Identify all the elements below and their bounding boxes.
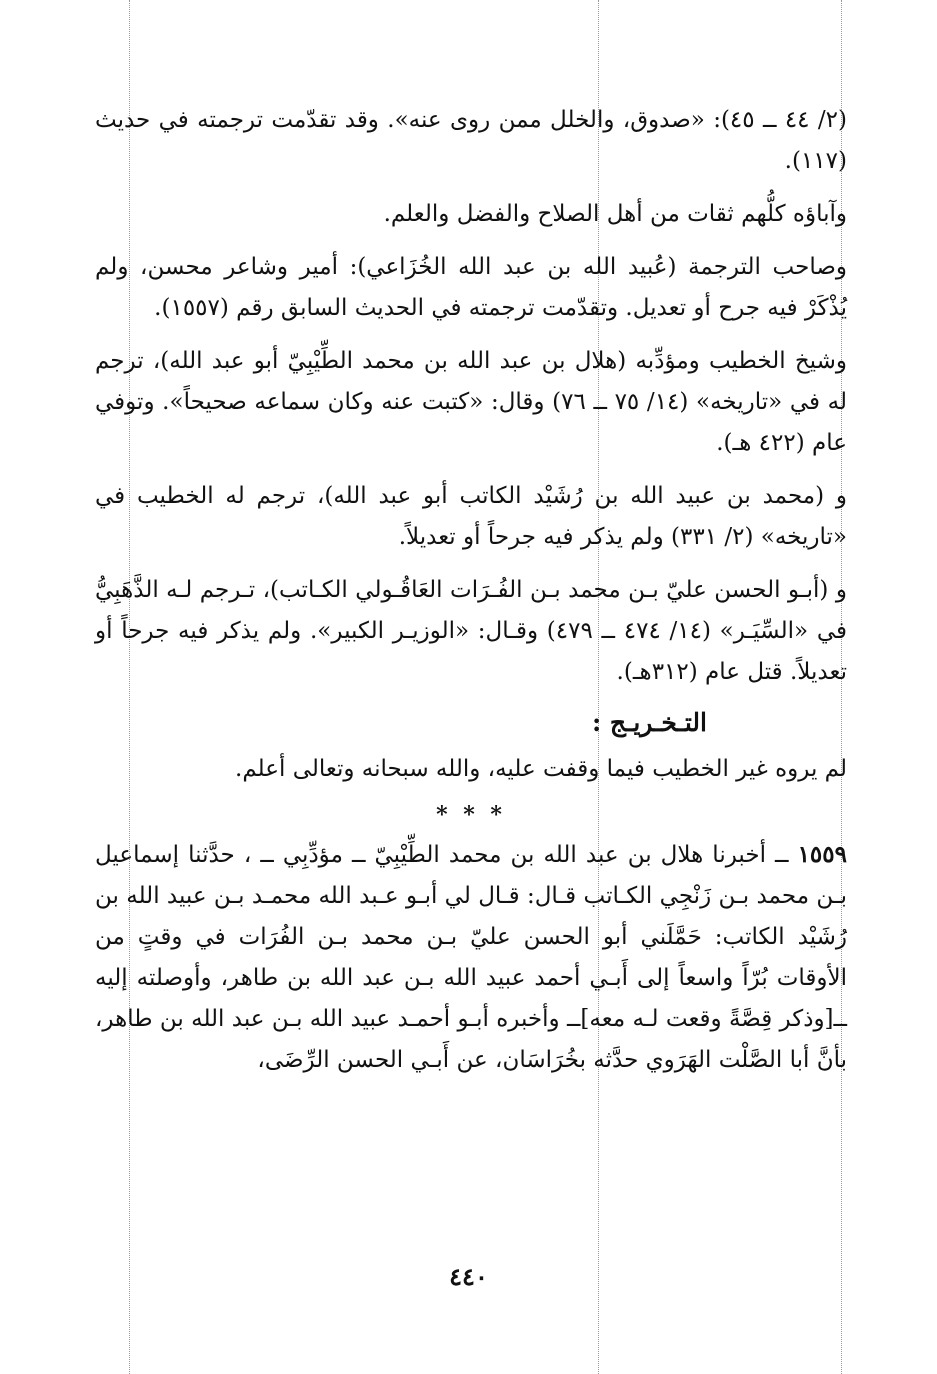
takhrij-text: لم يروه غير الخطيب فيما وقفت عليه، والله سبحانه وتعالى أعلم.	[235, 756, 847, 782]
page-number: ٤٤٠	[449, 1262, 488, 1291]
paragraph-narrator-furat: و (أبـو الحسن عليّ بـن محمد بـن الفُـرَات العَاقُـولي الكـاتب)، تـرجم لـه الذَّهَبِيُّ في «السِّيَـر» (١٤/ ٤٧٤ ــ ٤٧٩) وقـال: «الوزيـر الكبير». ولم يذكر فيه جرحاً أو تعديلاً. قتل عام (٣١٢هـ).	[95, 577, 847, 685]
paragraph-ancestors: وآباؤه كلُّهم ثقات من أهل الصلاح والفضل والعلم.	[383, 201, 847, 227]
section-separator: * * *	[436, 802, 506, 828]
paragraph-continuation: (٢/ ٤٤ ــ ٤٥): «صدوق، والخلل ممن روى عنه». وقد تقدّمت ترجمته في حديث (١١٧).	[95, 107, 847, 174]
hadith-text: ــ أخبرنا هلال بن عبد الله بن محمد الطِّيْبِيّ ــ مؤدِّبِي ــ ، حدَّثنا إسماعيل بـن محمد بـن زَنْجِي الكـاتب قـال: قـال لي أبـو عـبد الله محمـد بـن عبيد الله بن رُشَيْد الكاتب: حَمَّلَني أبو الحسن عليّ بـن محمد بـن الفُرَات في وقتٍ من الأوقات بُرّاً واسعاً إلى أَبـي أحمد عبيد الله بـن عبد الله بن طاهر، وأوصلته إليه ــ[وذكر قِصَّةً وقعت لـه معه]ــ وأخبره أبـو أحمـد عبيد الله بـن عبد الله بن طاهر، بأنَّ أبا الصَّلْت الهَرَوي حدَّثه بخُرَاسَان، عن أَبـي الحسن الرِّضَى،	[95, 842, 847, 1073]
paragraph-subject: وصاحب الترجمة (عُبيد الله بن عبد الله الخُزَاعي): أمير وشاعر محسن، ولم يُذْكَرْ فيه جرح أو تعديل. وتقدّمت ترجمته في الحديث السابق رقم (١٥٥٧).	[95, 254, 847, 321]
page-body	[95, 100, 847, 1320]
takhrij-heading: التـخـريـج :	[591, 708, 707, 737]
hadith-number: ١٥٥٩	[797, 841, 847, 868]
hadith-paragraph	[95, 834, 847, 1081]
paragraph-narrator-rushayd: و (محمد بن عبيد الله بن رُشَيْد الكاتب أبو عبد الله)، ترجم له الخطيب في «تاريخه» (٢/ ٣٣١) ولم يذكر فيه جرحاً أو تعديلاً.	[95, 483, 847, 550]
paragraph-teacher: وشيخ الخطيب ومؤدِّبه (هلال بن عبد الله بن محمد الطِّيْبِيّ أبو عبد الله)، ترجم له في «تاريخه» (١٤/ ٧٥ ــ ٧٦) وقال: «كتبت عنه وكان سماعه صحيحاً». وتوفي عام (٤٢٢ هـ).	[95, 348, 848, 456]
